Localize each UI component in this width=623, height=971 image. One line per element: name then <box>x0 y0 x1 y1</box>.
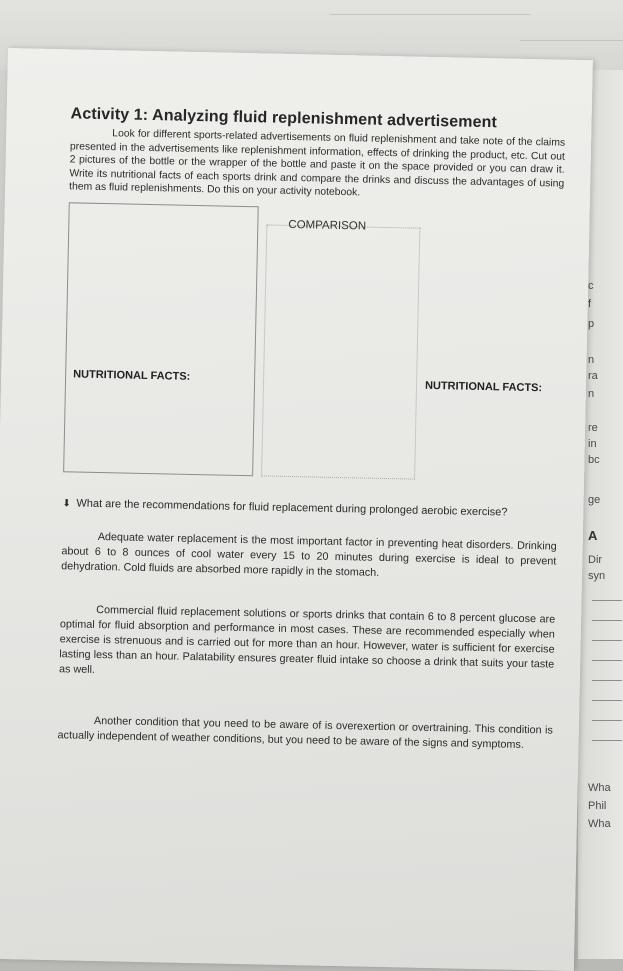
adjacent-fragment: syn <box>588 570 606 582</box>
drink-box-right <box>261 224 420 479</box>
adjacent-fragment: ge <box>588 494 601 506</box>
adjacent-fragment: ra <box>588 370 598 382</box>
adjacent-rule <box>592 740 622 741</box>
adjacent-fragment: bc <box>588 454 600 466</box>
arrow-bullet-icon: ⬇ <box>62 498 71 510</box>
comparison-label: COMPARISON <box>288 218 367 233</box>
adjacent-rule <box>592 640 622 641</box>
activity-instructions: Look for different sports-related advertisements on fluid replenishment and take note of the claims presented in the advertisements like replenishment information, effects of drinking the product, etc. Cut out 2 pictures of the bottle or the wrapper of the bottle and paste it on the space provided or you can draw it. Write its nutritional facts of each sports drink and compare the drinks and discuss the advantages of using them as fluid replenishments. Do this on your activity notebook. <box>68 128 566 199</box>
adjacent-rule <box>592 700 622 701</box>
adjacent-fragment: Dir <box>588 554 603 566</box>
drink-box-left <box>63 202 259 476</box>
adjacent-rule <box>592 660 622 661</box>
adjacent-fragment: c <box>588 280 594 292</box>
adjacent-rule <box>592 720 622 721</box>
comparison-area <box>63 200 564 500</box>
back-page-rule <box>330 14 530 15</box>
adjacent-rule <box>592 600 622 601</box>
answer-paragraph-2: Commercial fluid replacement solutions or sports drinks that contain 6 to 8 percent glucose are optimal for fluid absorption and performance in most cases. These are recommended especially when exercise is strenuous and is carried out for more than an hour. However, water is sufficient for exercise lasting less than an hour. Palatability ensures greater fluid intake so choose a drink that suits your taste as well. <box>58 603 556 676</box>
adjacent-fragment: n <box>588 388 595 400</box>
back-page-rule <box>520 40 623 41</box>
nutritional-facts-label-left: NUTRITIONAL FACTS: <box>73 368 191 383</box>
adjacent-rule <box>592 620 622 621</box>
adjacent-fragment: f <box>588 298 592 310</box>
adjacent-fragment: in <box>588 438 597 450</box>
activity-title: Activity 1: Analyzing fluid replenishment advertisement <box>70 105 498 132</box>
adjacent-fragment: Wha <box>588 818 611 830</box>
adjacent-rule <box>592 680 622 681</box>
worksheet-page <box>0 48 593 971</box>
answer-paragraph-1: Adequate water replacement is the most important factor in preventing heat disorders. Drinking about 6 to 8 ounces of cool water every 15 to 20 minutes during exercise is ideal to prevent dehydration. Cold fluids are absorbed more rapidly in the stomach. <box>61 530 557 579</box>
page-content <box>57 105 565 753</box>
adjacent-fragment: re <box>588 422 598 434</box>
nutritional-facts-label-right: NUTRITIONAL FACTS: <box>424 379 543 395</box>
adjacent-fragment: Phil <box>588 800 607 812</box>
adjacent-fragment: n <box>588 354 595 366</box>
adjacent-fragment: A <box>588 528 598 543</box>
question-text: What are the recommendations for fluid replacement during prolonged aerobic exercise? <box>76 497 508 519</box>
answer-paragraph-3: Another condition that you need to be aware of is overexertion or overtraining. This condition is actually independent of weather conditions, but you need to be aware of the signs and symptoms. <box>57 714 553 751</box>
adjacent-fragment: p <box>588 318 595 330</box>
adjacent-fragment: Wha <box>588 782 611 794</box>
